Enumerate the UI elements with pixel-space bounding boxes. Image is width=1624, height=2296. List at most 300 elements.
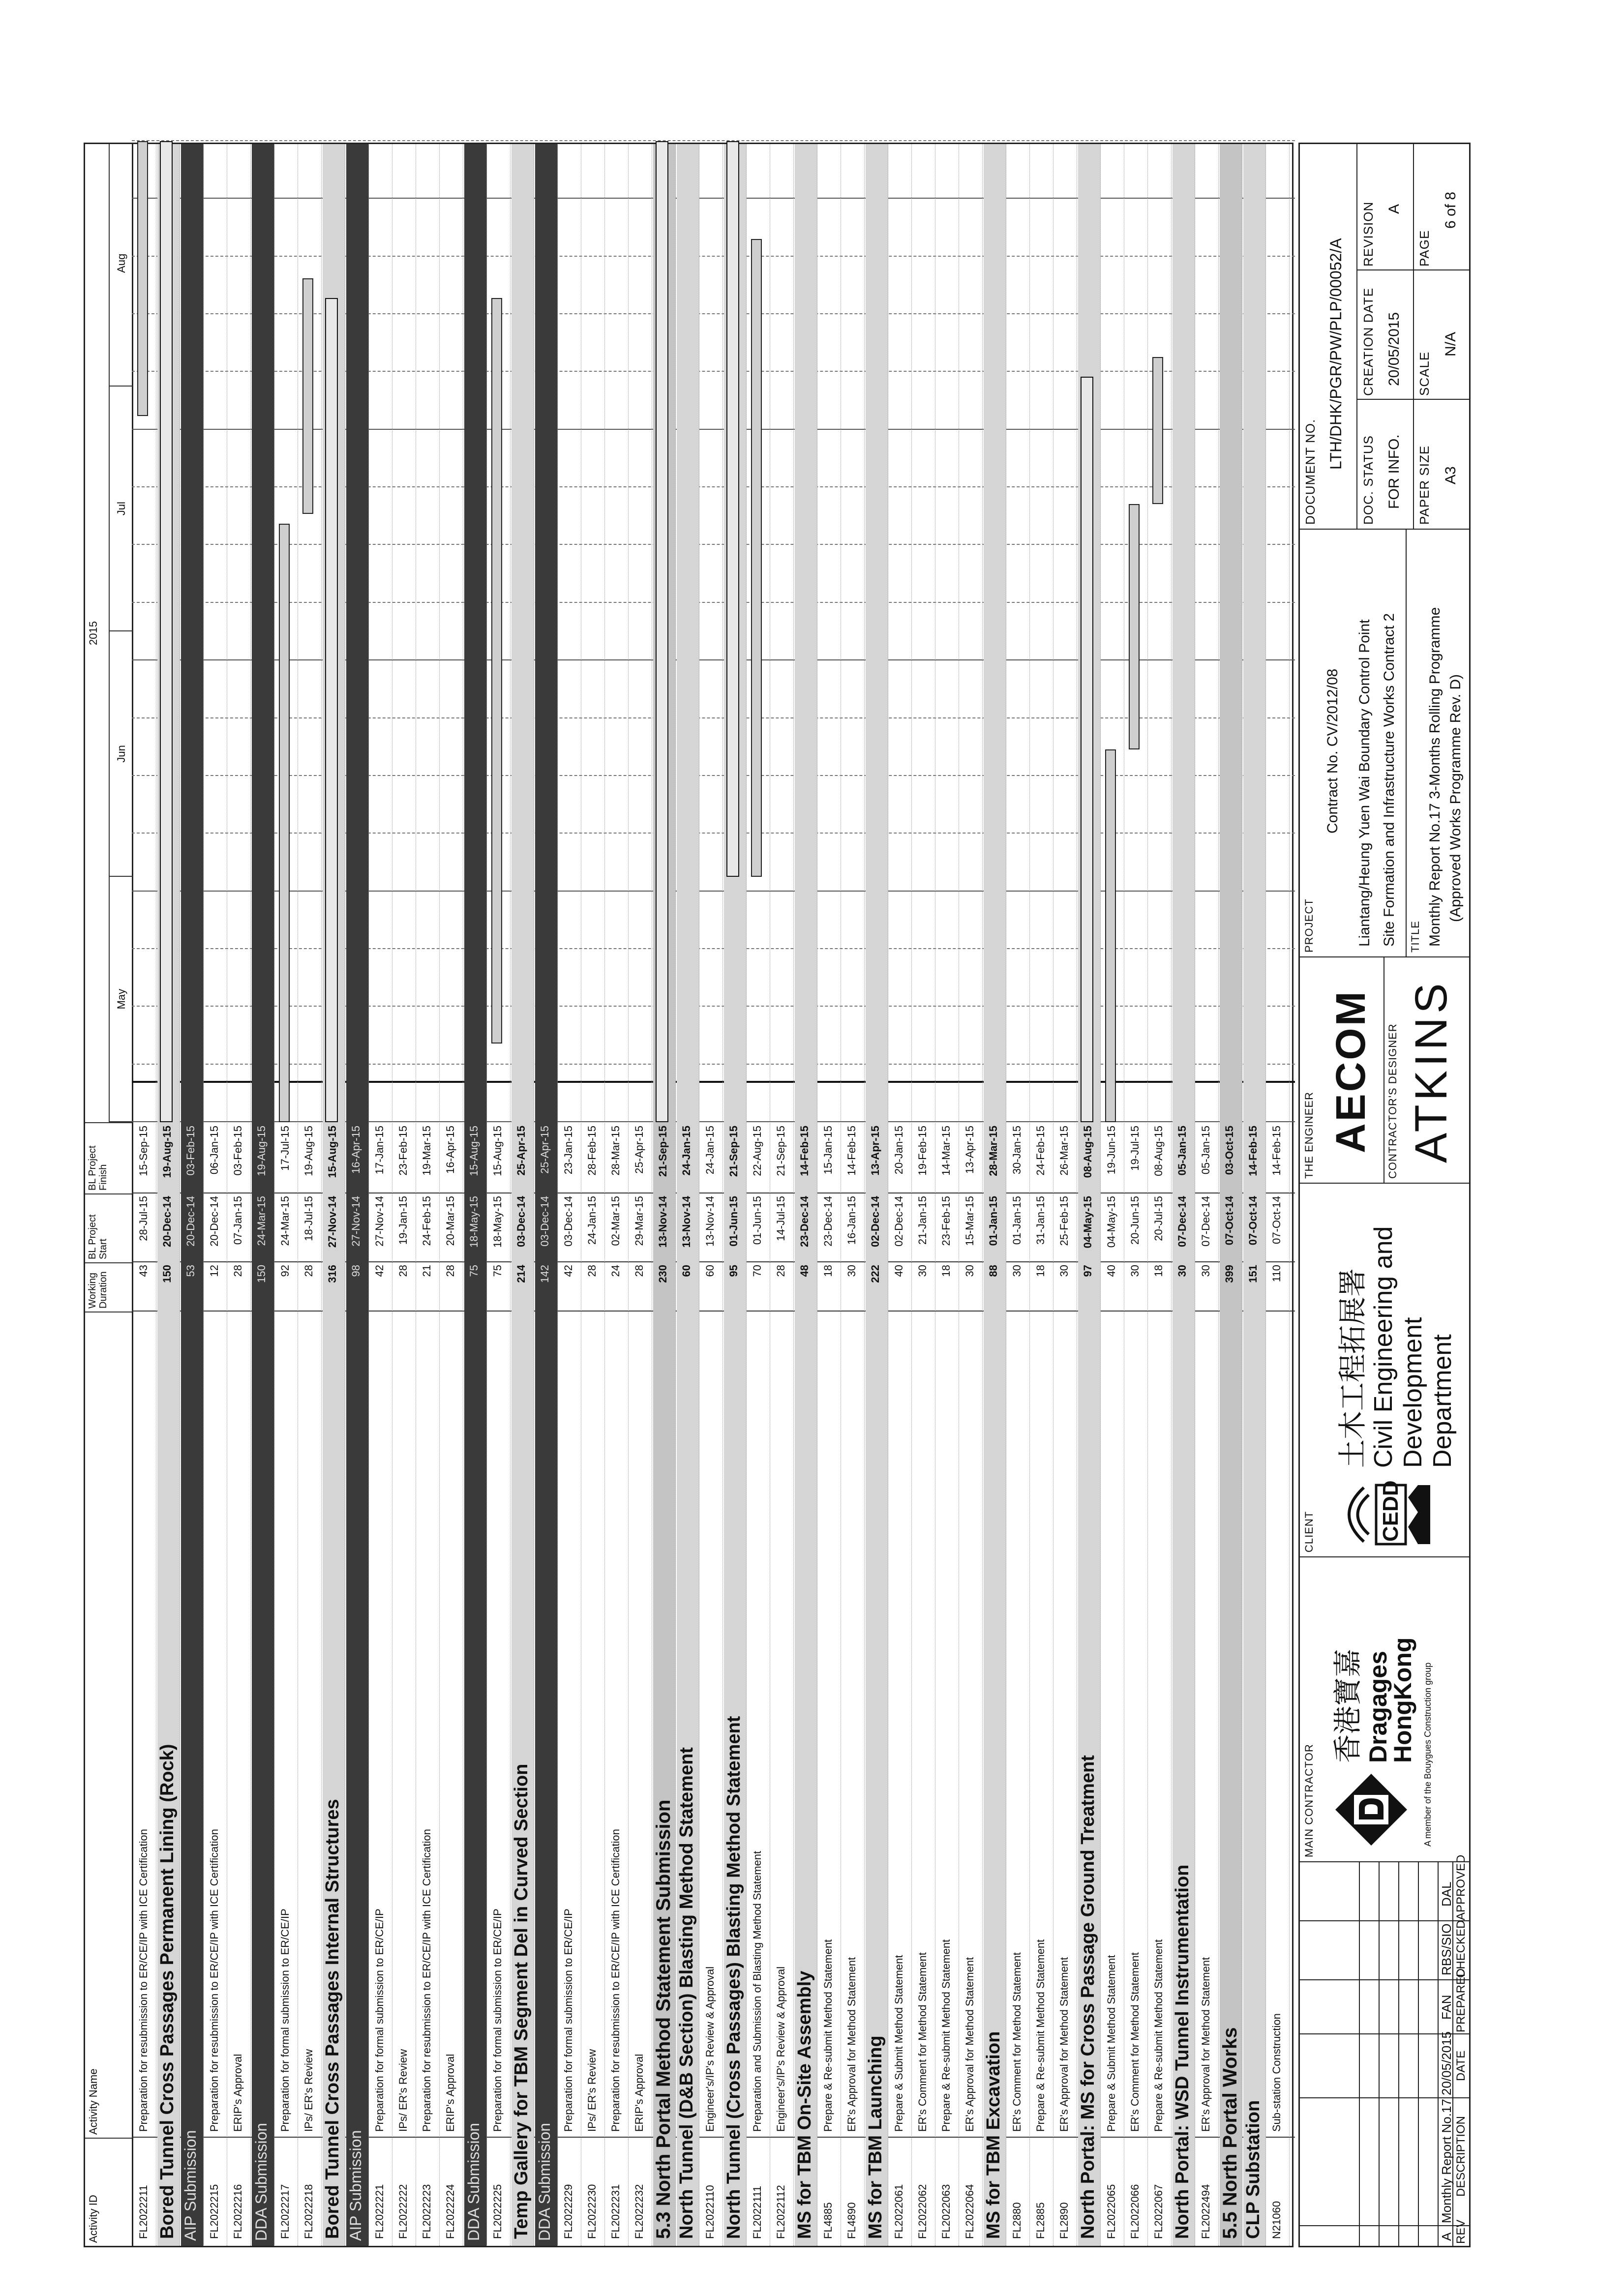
doc-status: FOR INFO. xyxy=(1386,434,1402,509)
engineer-panel xyxy=(1300,956,1469,1183)
activity-duration: 28 xyxy=(633,1265,645,1277)
activity-id: FL2022211 xyxy=(137,2185,150,2239)
activity-name: Preparation for resubmission to ER/CE/IP with ICE Certification xyxy=(137,1829,150,2132)
rev-date: 20/05/2015 xyxy=(1439,2031,1454,2095)
activity-duration: 30 xyxy=(845,1265,858,1277)
activity-name: Preparation for resubmission to ER/CE/IP with ICE Certification xyxy=(609,1829,622,2132)
activity-name: North Tunnel (Cross Passages) Blasting Method Statement xyxy=(723,1716,744,2239)
activity-start: 07-Oct-14 xyxy=(1223,1196,1235,1246)
activity-duration: 60 xyxy=(680,1265,692,1277)
activity-finish: 24-Jan-15 xyxy=(680,1126,692,1176)
activity-duration: 75 xyxy=(468,1265,480,1277)
client-logo-text: CEDD xyxy=(1379,1480,1403,1542)
activity-start: 01-Jun-15 xyxy=(751,1196,763,1245)
activity-finish: 06-Jan-15 xyxy=(208,1126,220,1175)
activity-name: Prepare & Re-submit Method Statement xyxy=(822,1939,834,2132)
rev-hdr-rev: REV xyxy=(1454,2219,1468,2244)
activity-start: 18-May-15 xyxy=(468,1196,480,1248)
activity-finish: 23-Feb-15 xyxy=(397,1126,409,1176)
activity-finish: 24-Jan-15 xyxy=(704,1126,716,1175)
activity-finish: 20-Jan-15 xyxy=(893,1126,905,1175)
activity-start: 15-Mar-15 xyxy=(963,1196,976,1246)
wbs-summary-row xyxy=(866,144,888,2246)
activity-id: FL2022231 xyxy=(609,2184,622,2239)
gantt-bar xyxy=(160,141,173,1122)
activity-name: MS for TBM Launching xyxy=(865,2035,886,2239)
col-header-activity-id: Activity ID xyxy=(85,2138,132,2246)
activity-finish: 14-Feb-15 xyxy=(798,1126,811,1176)
activity-start: 02-Dec-14 xyxy=(869,1196,881,1247)
activity-start: 20-Jun-15 xyxy=(1129,1196,1141,1245)
rev-description: Monthly Report No.17 xyxy=(1439,2099,1454,2223)
activity-name: Prepare & Re-submit Method Statement xyxy=(940,1939,952,2132)
activity-name: 5.5 North Portal Works xyxy=(1219,2027,1241,2239)
contractor-name-2: HongKong xyxy=(1389,1637,1416,1763)
activity-row xyxy=(771,144,794,2246)
activity-name: AIP Submission xyxy=(347,2130,364,2241)
gantt-bar xyxy=(302,278,313,514)
activity-finish: 28-Feb-15 xyxy=(586,1126,598,1176)
activity-row xyxy=(559,144,581,2246)
gantt-bar xyxy=(1105,749,1116,1122)
activity-start: 07-Jan-15 xyxy=(232,1196,244,1245)
activity-row xyxy=(582,144,605,2246)
activity-start: 03-Dec-14 xyxy=(539,1196,551,1247)
gantt-grid xyxy=(84,143,1293,2247)
activity-finish: 21-Sep-15 xyxy=(727,1126,740,1177)
activity-duration: 30 xyxy=(963,1265,976,1277)
activity-name: ER's Comment for Method Statement xyxy=(916,1952,929,2132)
activity-duration: 28 xyxy=(232,1265,244,1277)
activity-start: 07-Oct-14 xyxy=(1270,1196,1283,1244)
activity-id: FL2022221 xyxy=(373,2184,386,2239)
activity-id: FL2022062 xyxy=(916,2184,929,2239)
activity-finish: 05-Jan-15 xyxy=(1200,1126,1212,1175)
activity-finish: 30-Jan-15 xyxy=(1011,1126,1023,1175)
activity-start: 20-Mar-15 xyxy=(444,1196,456,1246)
timeline-header xyxy=(85,144,132,1122)
doc-status-label: DOC. STATUS xyxy=(1361,435,1376,525)
programme-sheet xyxy=(84,143,1475,2247)
activity-row xyxy=(1125,144,1148,2246)
activity-finish: 15-Aug-15 xyxy=(468,1126,480,1176)
activity-name: Prepare & Re-submit Method Statement xyxy=(1034,1939,1047,2132)
project-name: Liantang/Heung Yuen Wai Boundary Control Point xyxy=(1356,619,1373,947)
activity-finish: 15-Aug-15 xyxy=(491,1126,504,1176)
activity-finish: 19-Aug-15 xyxy=(302,1126,315,1176)
activity-start: 24-Mar-15 xyxy=(279,1196,291,1246)
activity-finish: 25-Apr-15 xyxy=(633,1126,645,1174)
main-contractor-label: MAIN CONTRACTOR xyxy=(1303,1744,1315,1857)
activity-id: FL2022222 xyxy=(397,2184,409,2239)
activity-start: 25-Feb-15 xyxy=(1058,1196,1070,1246)
activity-name: DDA Submission xyxy=(252,2122,270,2241)
activity-name: Prepare & Submit Method Statement xyxy=(1105,1955,1117,2132)
activity-id: FL2022064 xyxy=(963,2184,976,2239)
activity-name: ER's Approval for Method Statement xyxy=(845,1957,858,2132)
activity-row xyxy=(488,144,511,2246)
activity-name: ERIP's Approval xyxy=(633,2054,645,2132)
activity-id: FL2022061 xyxy=(893,2184,905,2239)
scale-value: N/A xyxy=(1443,331,1459,357)
activity-duration: 18 xyxy=(822,1265,834,1277)
activity-start: 04-May-15 xyxy=(1082,1196,1094,1249)
activity-duration: 88 xyxy=(987,1265,999,1277)
activity-id: FL2022494 xyxy=(1200,2184,1212,2239)
rev-hdr-checked: CHECKED xyxy=(1454,1920,1468,1978)
activity-id: FL2022111 xyxy=(751,2185,763,2239)
activity-duration: 12 xyxy=(208,1265,220,1277)
rev-hdr-date: DATE xyxy=(1454,2050,1468,2081)
wbs-summary-row xyxy=(1173,144,1195,2246)
wbs-summary-row xyxy=(984,144,1006,2246)
activity-duration: 48 xyxy=(798,1265,811,1277)
activity-finish: 19-Jul-15 xyxy=(1129,1126,1141,1171)
activity-name: AIP Submission xyxy=(181,2130,199,2241)
table-header xyxy=(85,144,133,2246)
submission-band-row xyxy=(252,144,274,2246)
activity-start: 13-Nov-14 xyxy=(680,1196,692,1248)
gantt-body xyxy=(132,144,1295,2246)
submission-band-row xyxy=(181,144,204,2246)
wbs-summary-row xyxy=(1078,144,1101,2246)
timeline-month: Jul xyxy=(110,387,133,632)
activity-duration: 95 xyxy=(727,1265,740,1277)
activity-start: 01-Jun-15 xyxy=(727,1196,740,1247)
activity-start: 03-Dec-14 xyxy=(562,1196,574,1247)
activity-finish: 25-Apr-15 xyxy=(539,1126,551,1174)
gantt-bar xyxy=(491,298,502,1044)
activity-duration: 399 xyxy=(1223,1265,1235,1283)
activity-row xyxy=(228,144,251,2246)
activity-finish: 15-Aug-15 xyxy=(326,1126,338,1178)
activity-id: FL2022232 xyxy=(633,2184,645,2239)
submission-band-row xyxy=(464,144,487,2246)
activity-duration: 42 xyxy=(373,1265,386,1277)
activity-finish: 17-Jul-15 xyxy=(279,1126,291,1171)
wbs-summary-row xyxy=(511,144,534,2246)
activity-duration: 40 xyxy=(1105,1265,1117,1277)
gantt-bar xyxy=(279,524,290,1122)
activity-id: FL2022067 xyxy=(1152,2184,1165,2239)
activity-row xyxy=(441,144,463,2246)
activity-row xyxy=(1031,144,1053,2246)
activity-row xyxy=(1007,144,1030,2246)
activity-duration: 97 xyxy=(1082,1265,1094,1277)
activity-name: Preparation for formal submission to ER/CE/IP xyxy=(373,1908,386,2132)
activity-finish: 28-Mar-15 xyxy=(987,1126,999,1176)
activity-duration: 214 xyxy=(515,1265,527,1283)
activity-id: FL2022065 xyxy=(1105,2184,1117,2239)
activity-finish: 17-Jan-15 xyxy=(373,1126,386,1175)
activity-duration: 98 xyxy=(350,1265,362,1277)
rev-checked: RBS/SIO xyxy=(1439,1923,1454,1975)
activity-row xyxy=(630,144,652,2246)
col-header-start: BL Project Start xyxy=(85,1193,132,1262)
wbs-summary-row xyxy=(1243,144,1266,2246)
activity-duration: 21 xyxy=(421,1265,433,1277)
page-label: PAGE xyxy=(1417,230,1432,267)
activity-id: FL2022217 xyxy=(279,2184,291,2239)
creation-date: 20/05/2015 xyxy=(1386,312,1402,386)
project-panel xyxy=(1300,529,1469,956)
activity-finish: 19-Aug-15 xyxy=(161,1126,173,1178)
timeline-month: Jun xyxy=(110,632,133,877)
activity-start: 27-Nov-14 xyxy=(326,1196,338,1248)
activity-start: 18-May-15 xyxy=(491,1196,504,1248)
activity-name: Preparation and Submission of Blasting Method Statement xyxy=(751,1850,763,2132)
activity-name: ERIP's Approval xyxy=(444,2054,456,2132)
aecom-logo: AECOM xyxy=(1327,989,1374,1153)
activity-name: Preparation for formal submission to ER/CE/IP xyxy=(279,1908,291,2132)
activity-finish: 22-Aug-15 xyxy=(751,1126,763,1176)
activity-finish: 14-Feb-15 xyxy=(1270,1126,1283,1176)
activity-name: MS for TBM On-Site Assembly xyxy=(794,1970,815,2239)
activity-duration: 53 xyxy=(184,1265,197,1277)
activity-row xyxy=(936,144,959,2246)
timeline-year: 2015 xyxy=(87,621,99,645)
activity-duration: 30 xyxy=(1011,1265,1023,1277)
activity-id: N21060 xyxy=(1270,2201,1283,2239)
activity-name: CLP Substation xyxy=(1243,2100,1263,2239)
activity-finish: 05-Jan-15 xyxy=(1176,1126,1188,1176)
activity-start: 02-Dec-14 xyxy=(893,1196,905,1247)
activity-duration: 60 xyxy=(704,1265,716,1277)
activity-start: 23-Feb-15 xyxy=(940,1196,952,1246)
page-number: 6 of 8 xyxy=(1443,191,1459,229)
activity-start: 07-Dec-14 xyxy=(1176,1196,1188,1247)
rev-approved: DAL xyxy=(1439,1881,1454,1907)
doc-no: LTH/DHK/PGR/PW/PLP/00052/A xyxy=(1327,238,1345,470)
activity-finish: 19-Aug-15 xyxy=(255,1126,268,1176)
col-header-finish: BL Project Finish xyxy=(85,1122,132,1193)
paper-size-label: PAPER SIZE xyxy=(1417,445,1432,525)
activity-name: Preparation for formal submission to ER/CE/IP xyxy=(491,1908,504,2132)
activity-name: ERIP's Approval xyxy=(232,2054,244,2132)
activity-finish: 13-Apr-15 xyxy=(963,1126,976,1174)
activity-duration: 150 xyxy=(255,1265,268,1283)
activity-finish: 24-Feb-15 xyxy=(1034,1126,1047,1176)
main-contractor-panel xyxy=(1300,1556,1469,1861)
activity-id: FL2022063 xyxy=(940,2184,952,2239)
activity-name: Preparation for resubmission to ER/CE/IP with ICE Certification xyxy=(208,1829,220,2132)
title-line-2: (Approved Works Programme Rev. D) xyxy=(1447,674,1464,922)
activity-start: 04-May-15 xyxy=(1105,1196,1117,1248)
gantt-bar xyxy=(656,141,668,1122)
wbs-summary-row xyxy=(724,144,747,2246)
activity-finish: 21-Sep-15 xyxy=(775,1126,787,1176)
activity-start: 20-Jul-15 xyxy=(1152,1196,1165,1241)
activity-row xyxy=(1149,144,1172,2246)
activity-start: 20-Dec-14 xyxy=(161,1196,173,1247)
activity-duration: 110 xyxy=(1270,1265,1283,1282)
activity-name: ER's Approval for Method Statement xyxy=(1200,1957,1212,2132)
activity-name: Temp Gallery for TBM Segment Del in Curved Section xyxy=(511,1763,532,2239)
title-block xyxy=(1298,143,1471,2247)
activity-id: FL2022215 xyxy=(208,2184,220,2239)
activity-finish: 21-Sep-15 xyxy=(657,1126,669,1177)
activity-duration: 30 xyxy=(1176,1265,1188,1277)
activity-row xyxy=(205,144,227,2246)
timeline-month: Aug xyxy=(110,141,133,387)
rev-hdr-prepared: PREPARED xyxy=(1454,1968,1468,2032)
activity-id: FL2022224 xyxy=(444,2184,456,2239)
activity-duration: 42 xyxy=(562,1265,574,1277)
activity-row xyxy=(606,144,629,2246)
activity-row xyxy=(748,144,770,2246)
activity-name: North Tunnel (D&B Section) Blasting Method Statement xyxy=(676,1747,697,2239)
activity-start: 27-Nov-14 xyxy=(373,1196,386,1247)
activity-id: FL2022225 xyxy=(491,2184,504,2239)
activity-row xyxy=(275,144,298,2246)
activity-duration: 24 xyxy=(609,1265,622,1277)
document-info xyxy=(1300,144,1469,529)
activity-row xyxy=(889,144,912,2246)
contractor-name-1: Dragages xyxy=(1364,1651,1392,1763)
activity-name: ER's Comment for Method Statement xyxy=(1129,1952,1141,2132)
col-header-activity-name: Activity Name xyxy=(85,1312,132,2138)
doc-no-label: DOCUMENT NO. xyxy=(1303,418,1318,525)
timeline-months xyxy=(109,144,133,1122)
activity-duration: 70 xyxy=(751,1265,763,1277)
revision-label: REVISION xyxy=(1361,201,1376,267)
rev-letter: A xyxy=(1439,2232,1454,2241)
activity-id: FL2022216 xyxy=(232,2184,244,2239)
activity-row xyxy=(1102,144,1124,2246)
activity-duration: 30 xyxy=(1058,1265,1070,1277)
activity-start: 23-Dec-14 xyxy=(798,1196,811,1247)
wbs-summary-row xyxy=(795,144,817,2246)
creation-label: CREATION DATE xyxy=(1361,287,1376,396)
activity-name: Engineer's/IP's Review & Approval xyxy=(775,1966,787,2132)
activity-row xyxy=(299,144,322,2246)
activity-duration: 150 xyxy=(161,1265,173,1283)
activity-duration: 30 xyxy=(1129,1265,1141,1277)
activity-start: 31-Jan-15 xyxy=(1034,1196,1047,1245)
gantt-bar xyxy=(1152,357,1163,504)
activity-name: DDA Submission xyxy=(465,2122,482,2241)
activity-finish: 03-Feb-15 xyxy=(184,1126,197,1176)
gantt-bar xyxy=(137,141,148,416)
activity-duration: 28 xyxy=(397,1265,409,1277)
activity-row xyxy=(700,144,723,2246)
activity-id: FL2022066 xyxy=(1129,2184,1141,2239)
activity-start: 24-Mar-15 xyxy=(255,1196,268,1246)
activity-name: IPs/ ER's Review xyxy=(586,2049,598,2132)
activity-row xyxy=(960,144,983,2246)
activity-row xyxy=(818,144,841,2246)
activity-start: 24-Jan-15 xyxy=(586,1196,598,1245)
dragages-logo xyxy=(1334,1773,1408,1847)
rev-prepared: FAN xyxy=(1439,1995,1454,2020)
wbs-summary-row xyxy=(677,144,699,2246)
activity-row xyxy=(393,144,416,2246)
client-name-2: Development Department xyxy=(1399,1317,1457,1468)
activity-start: 29-Mar-15 xyxy=(633,1196,645,1246)
activity-start: 24-Feb-15 xyxy=(421,1196,433,1246)
paper-size: A3 xyxy=(1443,466,1459,484)
activity-start: 03-Dec-14 xyxy=(515,1196,527,1247)
activity-finish: 03-Oct-15 xyxy=(1223,1126,1235,1175)
timeline-month: May xyxy=(110,877,133,1122)
title-label: TITLE xyxy=(1409,921,1421,953)
activity-start: 21-Jan-15 xyxy=(916,1196,929,1245)
project-label: PROJECT xyxy=(1303,898,1315,953)
engineer-label: THE ENGINEER xyxy=(1303,1091,1315,1179)
activity-row xyxy=(1054,144,1077,2246)
activity-row xyxy=(842,144,865,2246)
activity-duration: 222 xyxy=(869,1265,881,1283)
timeline-gridline xyxy=(132,140,1295,141)
gantt-bar xyxy=(751,239,762,877)
activity-row xyxy=(417,144,440,2246)
activity-id: FL2880 xyxy=(1011,2202,1023,2239)
activity-name: Prepare & Re-submit Method Statement xyxy=(1152,1939,1165,2132)
activity-duration: 18 xyxy=(940,1265,952,1277)
activity-start: 14-Jul-15 xyxy=(775,1196,787,1241)
activity-duration: 28 xyxy=(302,1265,315,1277)
activity-id: FL2890 xyxy=(1058,2202,1070,2239)
activity-start: 19-Jan-15 xyxy=(397,1196,409,1245)
gantt-bar xyxy=(726,141,739,877)
activity-id: FL2022110 xyxy=(704,2185,716,2239)
rev-hdr-description: DESCRIPTION xyxy=(1454,2116,1468,2197)
activity-name: ER's Approval for Method Statement xyxy=(1058,1957,1070,2132)
client-panel xyxy=(1300,1183,1469,1556)
activity-duration: 28 xyxy=(444,1265,456,1277)
activity-finish: 25-Apr-15 xyxy=(515,1126,527,1176)
activity-name: Bored Tunnel Cross Passages Permanent Lining (Rock) xyxy=(157,1744,178,2239)
title-line-1: Monthly Report No.17 3-Months Rolling Programme xyxy=(1427,607,1443,947)
activity-row xyxy=(134,144,156,2246)
activity-start: 13-Nov-14 xyxy=(657,1196,669,1248)
wbs-summary-row xyxy=(157,144,180,2246)
activity-row xyxy=(1196,144,1219,2246)
activity-finish: 15-Jan-15 xyxy=(822,1126,834,1175)
activity-finish: 14-Mar-15 xyxy=(940,1126,952,1176)
activity-name: MS for TBM Excavation xyxy=(983,2031,1004,2239)
activity-name: 5.3 North Portal Method Statement Submission xyxy=(653,1799,674,2239)
activity-duration: 30 xyxy=(1200,1265,1212,1277)
activity-duration: 28 xyxy=(775,1265,787,1277)
atkins-logo: ATKINS xyxy=(1406,979,1456,1163)
activity-duration: 28 xyxy=(586,1265,598,1277)
activity-start: 16-Jan-15 xyxy=(845,1196,858,1245)
gantt-bar xyxy=(1129,504,1140,749)
activity-finish: 14-Feb-15 xyxy=(1247,1126,1259,1176)
activity-finish: 26-Mar-15 xyxy=(1058,1126,1070,1176)
activity-name: Preparation for resubmission to ER/CE/IP with ICE Certification xyxy=(421,1829,433,2132)
activity-name: DDA Submission xyxy=(536,2122,553,2241)
client-chinese: 土木工程拓展署 xyxy=(1337,1268,1369,1468)
activity-duration: 43 xyxy=(137,1265,150,1277)
activity-finish: 19-Feb-15 xyxy=(916,1126,929,1176)
activity-name: ER's Comment for Method Statement xyxy=(1011,1952,1023,2132)
wbs-summary-row xyxy=(1220,144,1242,2246)
submission-band-row xyxy=(535,144,558,2246)
activity-id: FL2022223 xyxy=(421,2184,433,2239)
activity-id: FL4885 xyxy=(822,2202,834,2239)
contractor-chinese: 香港寶嘉 xyxy=(1331,1648,1364,1763)
activity-duration: 230 xyxy=(657,1265,669,1283)
activity-start: 01-Jan-15 xyxy=(987,1196,999,1246)
activity-finish: 15-Sep-15 xyxy=(137,1126,150,1176)
activity-start: 13-Nov-14 xyxy=(704,1196,716,1247)
activity-row xyxy=(1267,144,1290,2246)
activity-start: 23-Dec-14 xyxy=(822,1196,834,1247)
activity-name: ER's Approval for Method Statement xyxy=(963,1957,976,2132)
activity-row xyxy=(913,144,935,2246)
